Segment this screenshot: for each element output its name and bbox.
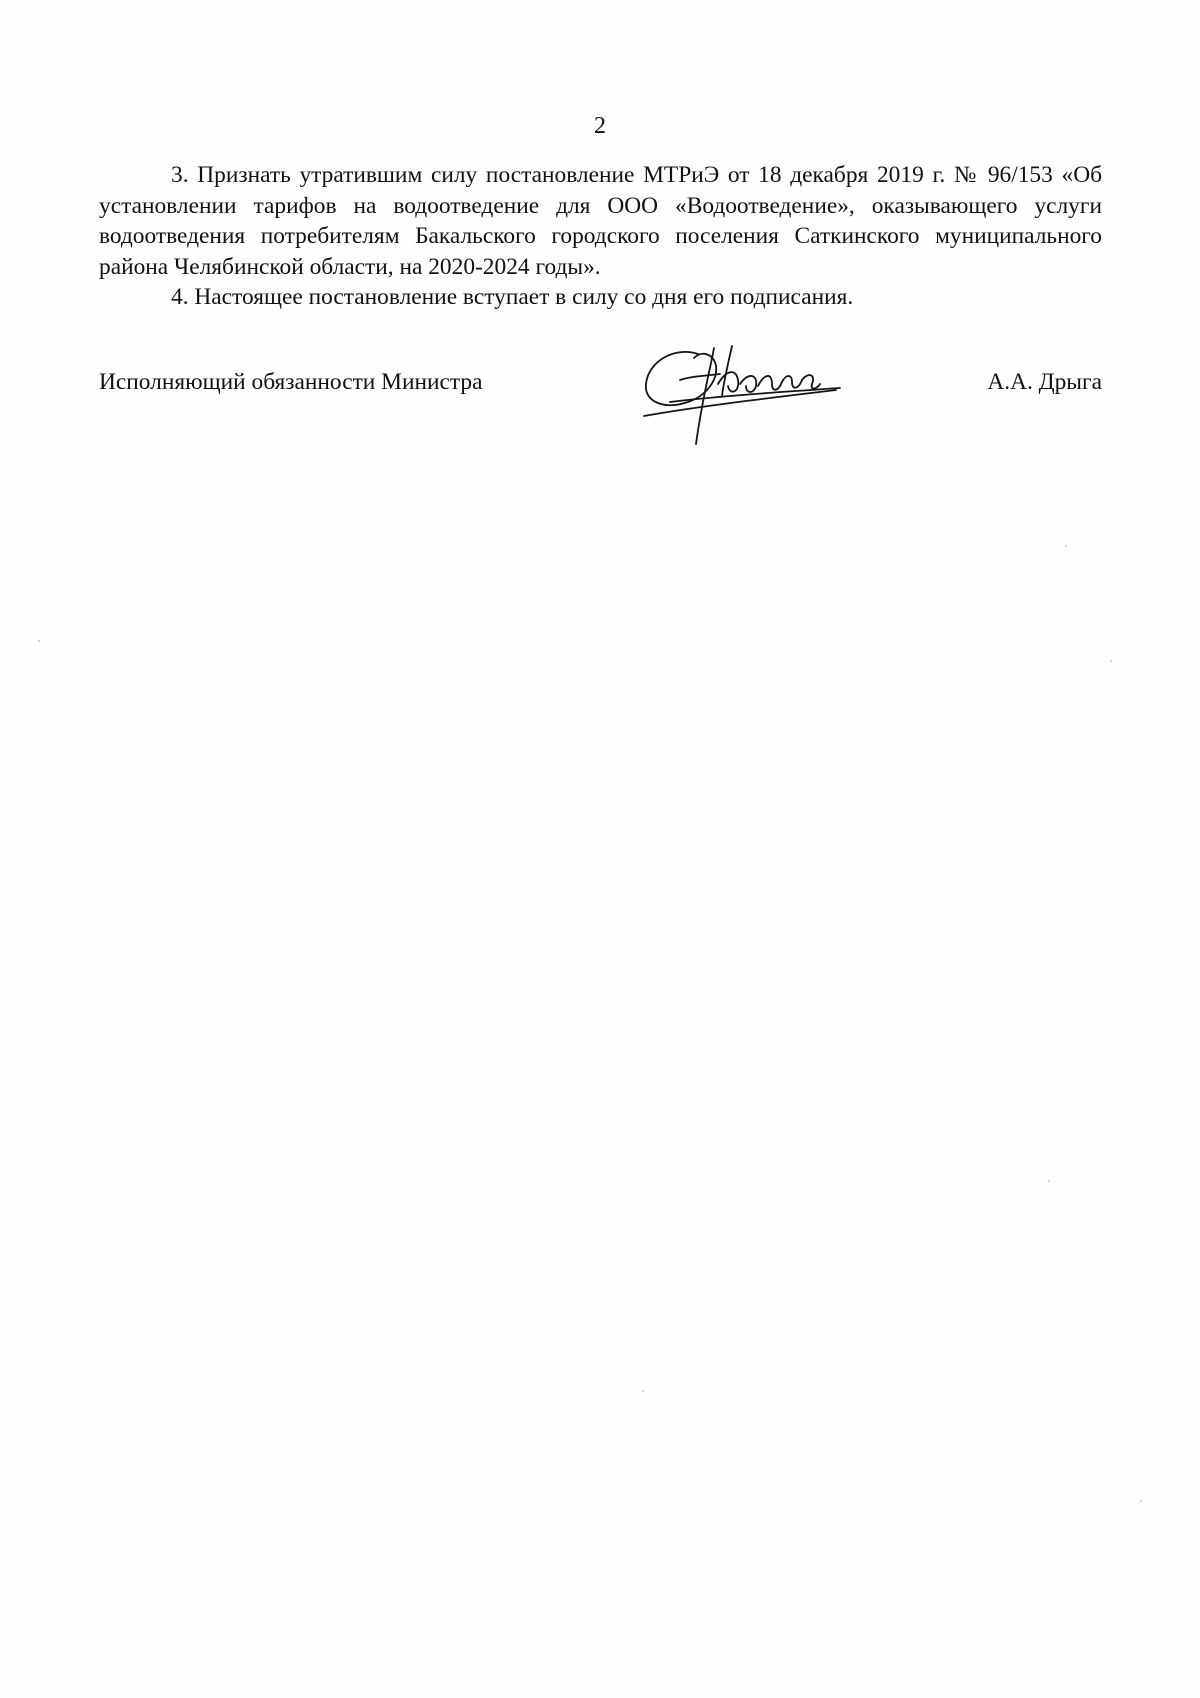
paragraph-3: 3. Признать утратившим силу постановление МТРиЭ от 18 декабря 2019 г. № 96/153 «Об установлении тарифов на водоотведение для ООО «Водоотведение», оказывающего услуги водоотведения потребителям Бакальского городского поселения Саткинского муниципального района Челябинской области, на 2020-2024 годы». [99,162,1102,280]
handwritten-signature-icon [640,340,880,450]
scan-speck [642,1390,644,1392]
scan-speck [1140,1500,1142,1502]
signatory-position: Исполняющий обязанности Министра [99,369,483,395]
signatory-name: А.А. Дрыга [987,369,1102,395]
scan-speck [1048,1180,1050,1182]
scan-speck [1065,545,1067,547]
document-body [99,160,1102,313]
scan-speck [1110,660,1112,662]
page-number: 2 [594,113,606,139]
scan-speck [38,640,40,642]
paragraph-4: 4. Настоящее постановление вступает в силу со дня его подписания. [171,284,854,310]
